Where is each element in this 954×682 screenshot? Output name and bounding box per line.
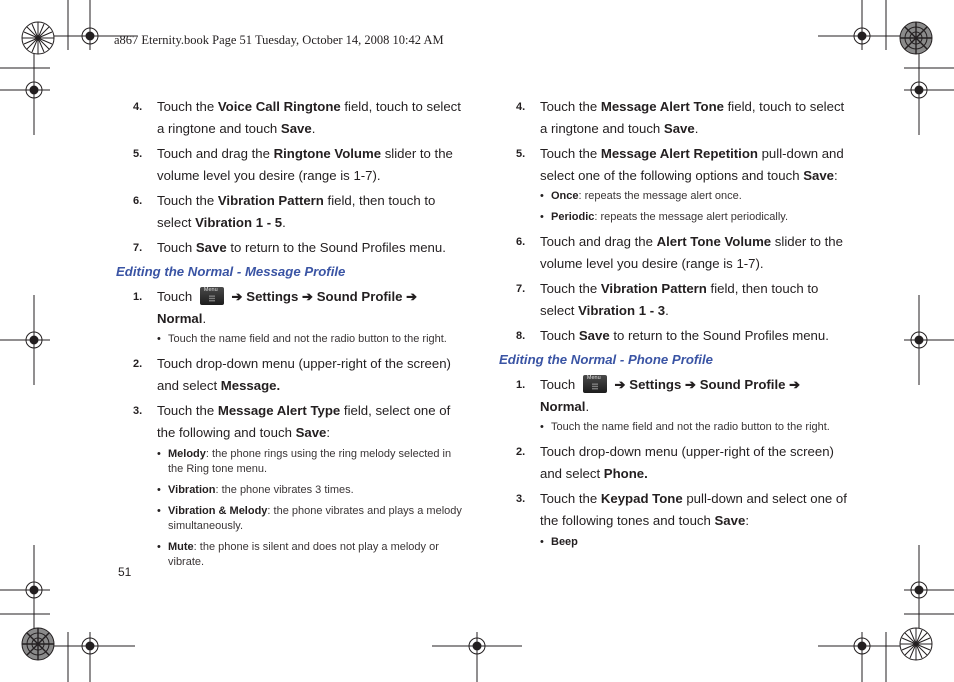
text: pull-down and select one of the following tones and touch (540, 491, 847, 528)
step-number: 1. (133, 291, 143, 303)
bullet-term: Vibration & Melody (168, 505, 268, 517)
text: . (694, 121, 699, 136)
bullet-term: Once (551, 190, 579, 202)
text: field, touch to select a ringtone and touch (157, 99, 461, 136)
bold-term: Message Alert Type (217, 403, 341, 418)
bold-term: Message Alert Tone (600, 99, 724, 114)
menu-key-icon (200, 287, 224, 305)
menu-key-label: Menu (203, 287, 218, 293)
step-number: 7. (516, 283, 526, 295)
bold-term: Voice Call Ringtone (217, 99, 341, 114)
bold-term: Settings (629, 377, 682, 392)
print-header: a867 Eternity.book Page 51 Tuesday, October 14, 2008 10:42 AM (114, 33, 444, 47)
bold-term: Ringtone Volume (273, 146, 382, 161)
bold-term: Vibration 1 - 5 (195, 215, 283, 230)
text: Touch (540, 377, 576, 392)
step-4-ringtone (116, 96, 468, 140)
text: Touch the (540, 99, 601, 114)
text: Touch the (157, 99, 218, 114)
bold-term: Save (714, 513, 746, 528)
section-heading-message-profile: Editing the Normal - Message Profile (116, 264, 346, 279)
text: Touch drop-down menu (upper-right of the screen) and select (540, 444, 834, 481)
bullet-desc: : repeats the message alert periodically. (594, 211, 789, 223)
text: . (311, 121, 316, 136)
arrow-icon: ➔ (406, 289, 418, 304)
step-number: 1. (516, 379, 526, 391)
bold-term: Save (295, 425, 327, 440)
color-wheel-bottom-left (22, 628, 54, 660)
left-column (116, 96, 468, 576)
bullet-desc: : the phone is silent and does not play a melody or vibrate. (168, 541, 439, 568)
text: : (745, 513, 749, 528)
step-4-alert-tone (499, 96, 851, 140)
text: Touch drop-down menu (upper-right of the screen) and select (157, 356, 451, 393)
bold-term: Save (663, 121, 695, 136)
bold-term: Message Alert Repetition (600, 146, 758, 161)
color-wheel-top-left (22, 22, 54, 54)
text: Touch the (540, 146, 601, 161)
text: field, then touch to select (540, 281, 819, 318)
text: Touch and drag the (157, 146, 274, 161)
text: Touch the (540, 491, 601, 506)
color-wheel-bottom-right (900, 628, 932, 660)
text: field, select one of the following and touch (157, 403, 451, 440)
text: : (834, 168, 838, 183)
text: : (326, 425, 331, 440)
step-5-alert-repetition (499, 143, 851, 187)
text: . (665, 303, 669, 318)
text: . (585, 399, 590, 414)
bold-term: Vibration 1 - 3 (578, 303, 666, 318)
bullet-mute: • Mute: the phone is silent and does not play a melody or vibrate. (157, 541, 439, 568)
bullet-desc: : the phone vibrates and plays a melody simultaneously. (168, 505, 462, 532)
bold-term: Settings (246, 289, 299, 304)
bold-term: Keypad Tone (600, 491, 683, 506)
bullet-term: Mute (168, 541, 194, 553)
menu-key-label: Menu (586, 375, 601, 381)
text: Touch the (157, 193, 218, 208)
arrow-icon: ➔ (789, 377, 801, 392)
color-wheel-top-right (900, 22, 932, 54)
step-number: 6. (516, 236, 526, 248)
step-7-vibration (499, 278, 851, 322)
bold-term: Vibration Pattern (217, 193, 324, 208)
step-number: 3. (133, 405, 143, 417)
text: Touch the (540, 281, 601, 296)
step-number: 4. (516, 101, 526, 113)
step-6-alert-volume (499, 231, 851, 275)
step-1-touch-menu (116, 286, 468, 330)
step-3-keypad-tone (499, 488, 851, 532)
note-text: Touch the name field and not the radio button to the right. (551, 421, 830, 433)
page-number: 51 (118, 565, 132, 579)
text: slider to the volume level you desire (range is 1-7). (157, 146, 453, 183)
bullet-desc: : the phone rings using the ring melody selected in the Ring tone menu. (168, 448, 452, 475)
text: . (282, 215, 286, 230)
bullet-once: • Once: repeats the message alert once. (540, 190, 742, 202)
text: slider to the volume level you desire (range is 1-7). (540, 234, 843, 271)
bold-term: Save (195, 240, 227, 255)
arrow-icon: ➔ (614, 377, 626, 392)
step-6-vibration (116, 190, 468, 234)
text: pull-down and select one of the following options and touch (540, 146, 844, 183)
right-column (499, 96, 851, 556)
bold-term: Save (280, 121, 312, 136)
text: Touch (157, 289, 193, 304)
step-1-touch-menu (499, 374, 851, 418)
bold-term: Message. (220, 378, 281, 393)
step-3-alert-type (116, 400, 468, 444)
note: • Touch the name field and not the radio button to the right. (540, 421, 830, 433)
bullet-desc: : repeats the message alert once. (578, 190, 742, 202)
bullet-periodic: • Periodic: repeats the message alert periodically. (540, 211, 789, 223)
step-7-save (116, 237, 468, 259)
step-2-dropdown (499, 441, 851, 485)
step-number: 7. (133, 242, 143, 254)
text: . (202, 311, 207, 326)
bullet-melody: • Melody: the phone rings using the ring melody selected in the Ring tone menu. (157, 448, 452, 475)
text: to return to the Sound Profiles menu. (226, 240, 446, 255)
bold-term: Save (578, 328, 610, 343)
arrow-icon: ➔ (684, 377, 697, 392)
text: field, touch to select a ringtone and touch (540, 99, 845, 136)
text: Touch (540, 328, 579, 343)
bold-term: Normal (157, 311, 203, 326)
note: • Touch the name field and not the radio button to the right. (157, 333, 447, 345)
bold-term: Alert Tone Volume (656, 234, 772, 249)
text: Touch (157, 240, 196, 255)
bullet-term: Melody (168, 448, 206, 460)
bullet-desc: : the phone vibrates 3 times. (215, 484, 354, 496)
bullet-beep: • Beep (540, 536, 578, 548)
bold-term: Sound Profile (316, 289, 403, 304)
step-number: 2. (133, 358, 143, 370)
bullet-term: Beep (551, 536, 578, 548)
bold-term: Normal (540, 399, 586, 414)
step-2-dropdown (116, 353, 468, 397)
bold-term: Phone. (603, 466, 648, 481)
step-5-ringtone-volume (116, 143, 468, 187)
text: Touch the (157, 403, 218, 418)
bold-term: Sound Profile (699, 377, 786, 392)
bullet-vibration-melody: • Vibration & Melody: the phone vibrates and plays a melody simultaneously. (157, 505, 462, 532)
text: to return to the Sound Profiles menu. (609, 328, 829, 343)
step-number: 8. (516, 330, 526, 342)
step-number: 5. (516, 148, 526, 160)
bullet-term: Vibration (168, 484, 216, 496)
bullet-term: Periodic (551, 211, 595, 223)
section-heading-phone-profile: Editing the Normal - Phone Profile (499, 352, 713, 367)
arrow-icon: ➔ (231, 289, 243, 304)
note-text: Touch the name field and not the radio button to the right. (168, 333, 447, 345)
step-number: 3. (516, 493, 526, 505)
step-number: 2. (516, 446, 526, 458)
step-number: 4. (133, 101, 143, 113)
text: field, then touch to select (157, 193, 436, 230)
step-number: 5. (133, 148, 143, 160)
menu-key-icon (583, 375, 607, 393)
bold-term: Vibration Pattern (600, 281, 707, 296)
arrow-icon: ➔ (301, 289, 314, 304)
step-number: 6. (133, 195, 143, 207)
bullet-vibration: • Vibration: the phone vibrates 3 times. (157, 484, 354, 496)
text: Touch and drag the (540, 234, 657, 249)
step-8-save (499, 325, 851, 347)
bold-term: Save (803, 168, 835, 183)
